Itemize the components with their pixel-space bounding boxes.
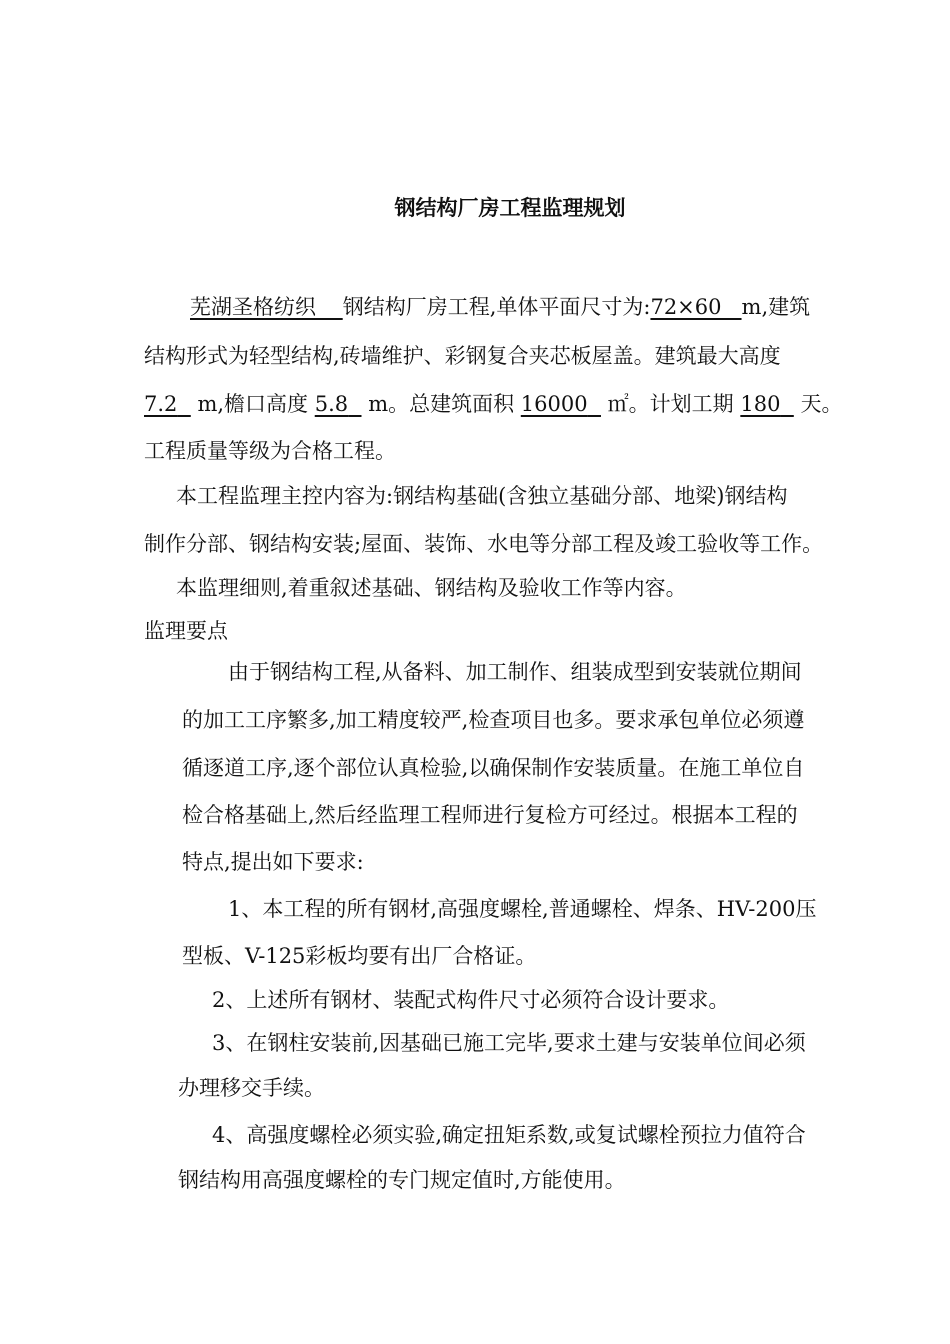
key-points-line-1: 由于钢结构工程,从备料、加工制作、组装成型到安装就位期间	[228, 660, 802, 684]
intro-line-4: 工程质量等级为合格工程。	[144, 439, 396, 463]
key-points-line-4: 检合格基础上,然后经监理工程师进行复检方可经过。根据本工程的	[182, 803, 798, 827]
item-2-line-1: 2、上述所有钢材、装配式构件尺寸必须符合设计要求。	[212, 988, 730, 1012]
intro-line-2: 结构形式为轻型结构,砖墙维护、彩钢复合夹芯板屋盖。建筑最大高度	[144, 344, 781, 368]
intro-text: ㎡。计划工期	[607, 392, 734, 416]
project-name: 芜湖圣格纺织	[190, 295, 316, 319]
section-heading: 监理要点	[144, 619, 228, 643]
scope-line-2: 制作分部、钢结构安装;屋面、装饰、水电等分部工程及竣工验收等工作。	[144, 532, 824, 556]
item-4-line-2: 钢结构用高强度螺栓的专门规定值时,方能使用。	[178, 1168, 626, 1192]
intro-text: m,建筑	[741, 295, 811, 319]
key-points-line-2: 的加工工序繁多,加工精度较严,检查项目也多。要求承包单位必须遵	[182, 708, 805, 732]
scope-line-1: 本工程监理主控内容为:钢结构基础(含独立基础分部、地梁)钢结构	[176, 484, 788, 508]
intro-line-3	[144, 390, 842, 418]
item-1-line-2: 型板、V-125彩板均要有出厂合格证。	[182, 944, 537, 968]
item-1-line-1: 1、本工程的所有钢材,高强度螺栓,普通螺栓、焊条、HV-200压	[228, 897, 817, 921]
key-points-line-5: 特点,提出如下要求:	[182, 850, 364, 874]
key-points-line-3: 循逐道工序,逐个部位认真检验,以确保制作安装质量。在施工单位自	[182, 756, 805, 780]
max-height-value: 7.2	[144, 392, 178, 416]
intro-text: m,檐口高度	[197, 392, 309, 416]
intro-text: m。总建筑面积	[368, 392, 515, 416]
intro-text: 钢结构厂房工程,单体平面尺寸为:	[342, 295, 651, 319]
eave-height-value: 5.8	[314, 392, 349, 416]
item-3-line-2: 办理移交手续。	[178, 1076, 325, 1100]
intro-line-1	[190, 293, 810, 321]
item-3-line-1: 3、在钢柱安装前,因基础已施工完毕,要求土建与安装单位间必须	[212, 1031, 806, 1055]
duration-value: 180	[740, 392, 781, 416]
dimensions-value: 72×60	[650, 295, 722, 319]
project-name-blank	[316, 295, 343, 319]
item-4-line-1: 4、高强度螺栓必须实验,确定扭矩系数,或复试螺栓预拉力值符合	[212, 1123, 806, 1147]
document-title: 钢结构厂房工程监理规划	[394, 196, 626, 220]
scope-line-3: 本监理细则,着重叙述基础、钢结构及验收工作等内容。	[176, 576, 687, 600]
intro-text: 天。	[800, 392, 843, 416]
area-value: 16000	[520, 392, 588, 416]
